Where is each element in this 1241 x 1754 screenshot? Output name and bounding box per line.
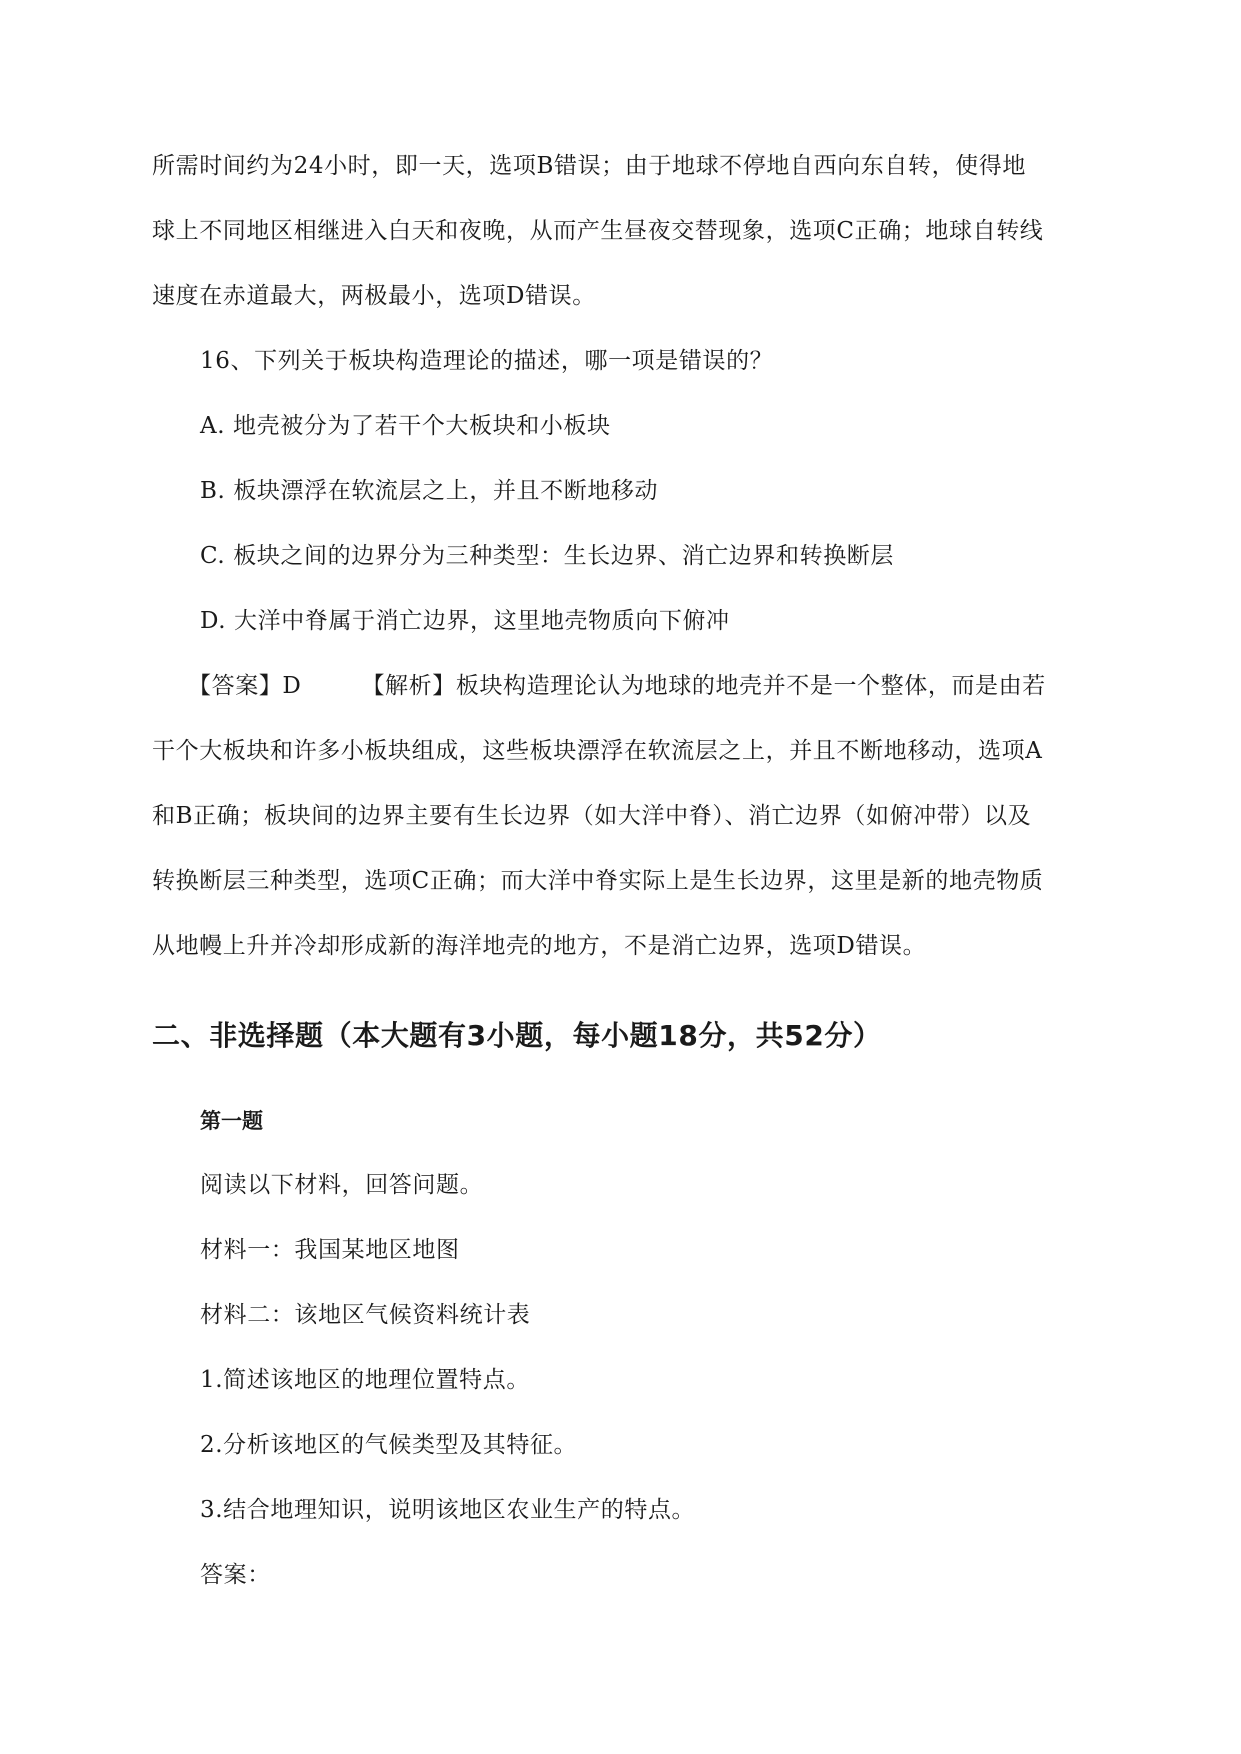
material-two: 材料二：该地区气候资料统计表 xyxy=(200,1302,531,1328)
explanation-line: 所需时间约为24小时，即一天，选项B错误；由于地球不停地自西向东自转，使得地 xyxy=(152,153,1026,179)
analysis-line: 干个大板块和许多小板块组成，这些板块漂浮在软流层之上，并且不断地移动，选项A xyxy=(152,738,1043,764)
analysis-line: 转换断层三种类型，选项C正确；而大洋中脊实际上是生长边界，这里是新的地壳物质 xyxy=(152,868,1044,894)
answer-analysis-line xyxy=(188,671,1046,701)
explanation-line: 速度在赤道最大，两极最小，选项D错误。 xyxy=(152,283,596,309)
material-one: 材料一：我国某地区地图 xyxy=(200,1237,460,1263)
option-c: C. 板块之间的边界分为三种类型：生长边界、消亡边界和转换断层 xyxy=(200,543,895,569)
option-b: B. 板块漂浮在软流层之上，并且不断地移动 xyxy=(200,478,659,504)
option-a: A. 地壳被分为了若干个大板块和小板块 xyxy=(200,413,611,439)
answer-label-section: 答案： xyxy=(200,1562,271,1588)
section-heading: 二、非选择题（本大题有3小题，每小题18分，共52分） xyxy=(152,1019,882,1052)
analysis-text: 板块构造理论认为地球的地壳并不是一个整体，而是由若 xyxy=(455,673,1046,699)
analysis-line: 从地幔上升并冷却形成新的海洋地壳的地方，不是消亡边界，选项D错误。 xyxy=(152,933,927,959)
question-16-stem: 16、下列关于板块构造理论的描述，哪一项是错误的？ xyxy=(200,348,774,374)
instruction-text: 阅读以下材料，回答问题。 xyxy=(200,1172,484,1198)
sub-question-1: 1.简述该地区的地理位置特点。 xyxy=(200,1367,530,1393)
first-question-title: 第一题 xyxy=(200,1109,263,1133)
analysis-line: 和B正确；板块间的边界主要有生长边界（如大洋中脊）、消亡边界（如俯冲带）以及 xyxy=(152,803,1032,829)
sub-question-2: 2.分析该地区的气候类型及其特征。 xyxy=(200,1432,578,1458)
analysis-label: 【解析】 xyxy=(361,673,456,699)
explanation-line: 球上不同地区相继进入白天和夜晚，从而产生昼夜交替现象，选项C正确；地球自转线 xyxy=(152,218,1044,244)
sub-question-3: 3.结合地理知识，说明该地区农业生产的特点。 xyxy=(200,1497,696,1523)
option-d: D. 大洋中脊属于消亡边界，这里地壳物质向下俯冲 xyxy=(200,608,730,634)
answer-label: 【答案】D xyxy=(188,673,302,699)
